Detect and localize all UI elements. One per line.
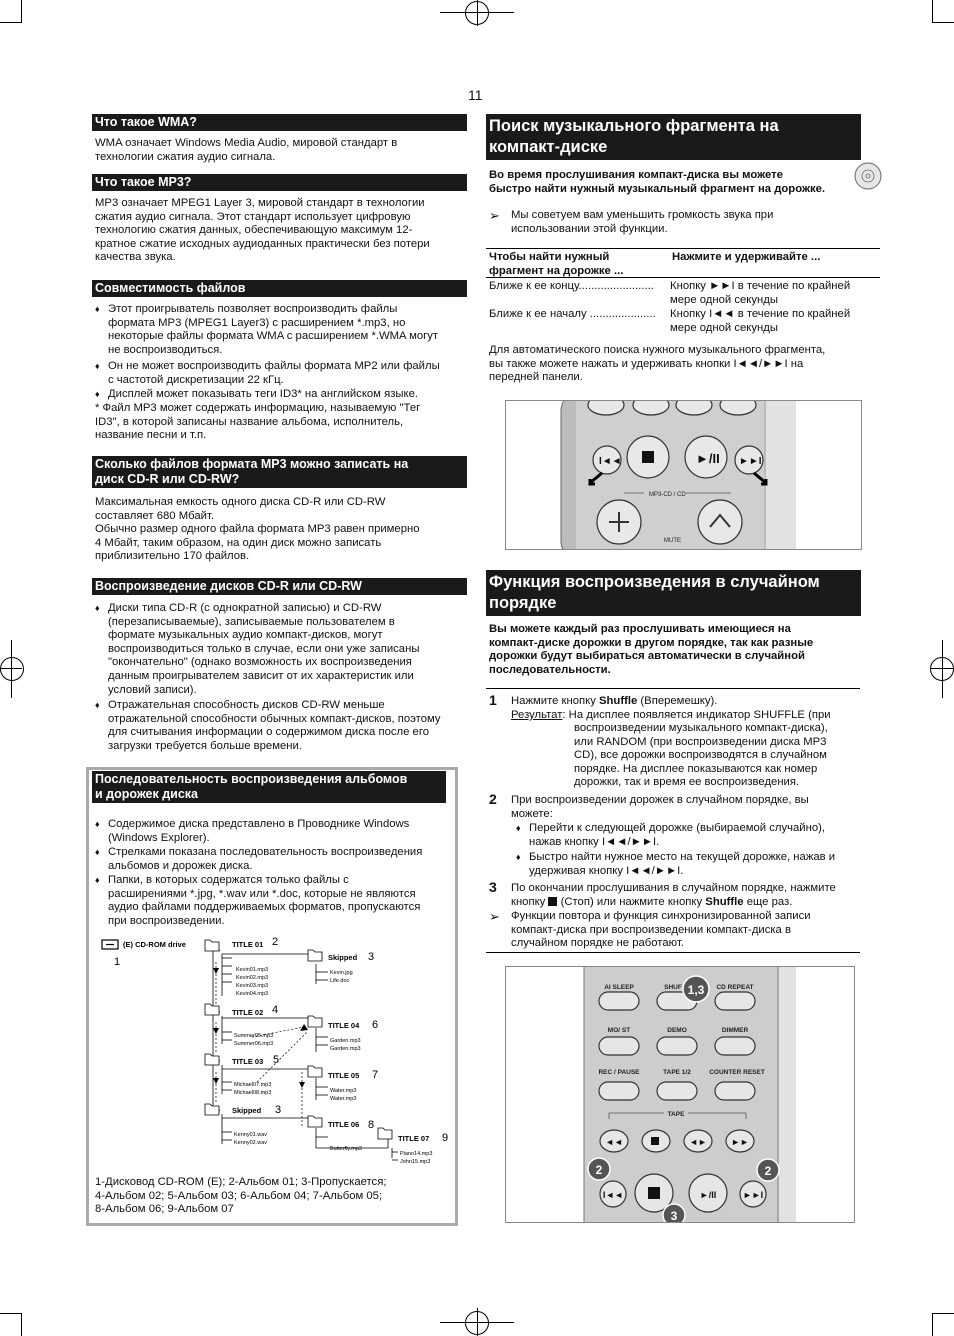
text-line: ♦ Отражательная способность дисков CD-RW меньше bbox=[108, 699, 385, 711]
crop-mark bbox=[932, 1313, 954, 1314]
remote-label: CD REPEAT bbox=[716, 984, 754, 991]
remote-label: DIMMER bbox=[721, 1027, 749, 1034]
text-line: компакт-диска при воспроизведении компакт-диска в bbox=[511, 923, 791, 936]
text-line: ♦ Содержимое диска представлено в Проводнике Windows bbox=[108, 818, 410, 830]
text-line: (перезаписываемые), записываемые пользователем в bbox=[108, 615, 395, 628]
remote-label: DEMO bbox=[667, 1027, 687, 1034]
tree-file: Butterfly.mp3 bbox=[330, 1146, 362, 1152]
step-number: 3 bbox=[489, 879, 497, 895]
wma-text bbox=[95, 137, 397, 164]
search-table-col1-header bbox=[489, 251, 623, 278]
text-line: При воспроизведении дорожек в случайном порядке, вы bbox=[511, 794, 809, 806]
text-line: удерживая кнопку I◄◄/►►I. bbox=[529, 864, 684, 877]
text-line: аудио файлами поддерживаемых форматов, пропускаются bbox=[108, 901, 421, 914]
compat-heading: Совместимость файлов bbox=[92, 280, 467, 297]
text-line: Вы можете каждый раз прослушивать имеющиеся на bbox=[489, 623, 791, 635]
tree-number: 2 bbox=[272, 936, 279, 948]
text-line: отражательной способности обычных компакт-дисков, поэтому bbox=[108, 712, 441, 725]
text-line: ♦ Папки, в которых содержатся только файлы с bbox=[108, 874, 349, 886]
sequence-caption bbox=[95, 1176, 386, 1217]
text-line: воспроизводиться только в случае, если они уже записаны bbox=[108, 642, 420, 655]
text-line: порядке. На дисплее показываются как номер bbox=[574, 762, 818, 775]
search-table-col2-header: Нажмите и удерживайте ... bbox=[672, 251, 821, 263]
crop-mark bbox=[0, 22, 22, 23]
text-run: кнопку bbox=[511, 895, 549, 908]
text-line: при воспроизведении. bbox=[108, 914, 225, 927]
text-line: 1-Дисковод CD-ROM (E); 2-Альбом 01; 3-Пропускается; bbox=[95, 1176, 387, 1188]
crop-mark bbox=[942, 640, 943, 698]
tree-number: 7 bbox=[372, 1069, 379, 1081]
tree-file: Piano14.mp3 bbox=[400, 1151, 433, 1157]
text-line: Кнопку I◄◄ в течение по крайней bbox=[670, 308, 851, 320]
section-rule bbox=[486, 688, 860, 689]
sequence-bullet-2 bbox=[95, 846, 447, 873]
compat-bullet-1 bbox=[95, 303, 467, 357]
text-line: альбомов и дорожек диска. bbox=[108, 859, 253, 872]
step-badge: 2 bbox=[764, 1164, 772, 1178]
tree-folder-label: TITLE 04 bbox=[328, 1021, 360, 1030]
crop-mark bbox=[0, 1313, 22, 1314]
compat-bullet-2 bbox=[95, 360, 467, 387]
text-line: * Файл MP3 может содержать информацию, называемую "Тег bbox=[95, 402, 421, 414]
step-badge: 3 bbox=[670, 1209, 678, 1222]
tree-folder-label: Skipped bbox=[232, 1106, 262, 1115]
text-line: CD), все дорожки воспроизводятся в случайном bbox=[574, 749, 827, 762]
text-run: еще раз. bbox=[743, 895, 793, 908]
tree-file: Kevin.jpg bbox=[330, 970, 353, 976]
cdr-bullet-2 bbox=[95, 699, 467, 753]
step-badge: 2 bbox=[595, 1163, 603, 1177]
text-line: условий записи). bbox=[108, 683, 197, 696]
mp3-heading: Что такое MP3? bbox=[92, 174, 467, 191]
random-tip bbox=[511, 910, 811, 951]
step-number: 1 bbox=[489, 692, 497, 708]
tree-file: Summer05.mp3 bbox=[234, 1033, 274, 1039]
text-line: название песни и т.п. bbox=[95, 429, 207, 442]
tree-file: John15.mp3 bbox=[400, 1159, 431, 1165]
remote-label: TAPE bbox=[667, 1111, 685, 1118]
sequence-bullet-3 bbox=[95, 874, 447, 928]
text-line: формата MP3 (MPEG1 Layer3) с расширением *.mp3, но bbox=[108, 316, 406, 329]
tree-folder-label: TITLE 06 bbox=[328, 1120, 360, 1129]
tree-number: 3 bbox=[275, 1104, 282, 1116]
svg-text:►►: ►► bbox=[731, 1137, 749, 1147]
tree-file: Kevin03.mp3 bbox=[236, 983, 269, 989]
text-line: составляет 680 Мбайт. bbox=[95, 509, 214, 522]
text-line: дорожки, так и время ее воспроизведения. bbox=[574, 776, 800, 789]
text-line bbox=[511, 896, 836, 910]
random-intro bbox=[489, 623, 813, 677]
text-line: фрагмент на дорожке ... bbox=[489, 264, 624, 277]
heading-line: Сколько файлов формата MP3 можно записать на bbox=[95, 457, 409, 471]
text-line: "окончательно" (однако возможность их воспроизведения bbox=[108, 656, 412, 669]
tree-file: Kevin04.mp3 bbox=[236, 991, 269, 997]
tree-file: Kenny02.wav bbox=[234, 1140, 268, 1146]
tree-folder-label: TITLE 02 bbox=[232, 1008, 264, 1017]
svg-text:I◄◄: I◄◄ bbox=[599, 456, 622, 467]
text-line: сжатия аудио сигнала. Этот стандарт использует цифровую bbox=[95, 210, 411, 223]
text-line: качества звука. bbox=[95, 251, 176, 264]
search-table-row1-left: Ближе к ее концу........................ bbox=[489, 280, 654, 292]
text-line: Максимальная емкость одного диска CD-R или CD-RW bbox=[95, 496, 386, 508]
howmany-text bbox=[95, 496, 420, 564]
remote-label: MO/ ST bbox=[607, 1027, 631, 1034]
heading-line: диск CD-R или CD-RW? bbox=[95, 472, 240, 486]
text-line: ♦ Диски типа CD-R (с однократной записью) и CD-RW bbox=[108, 602, 382, 614]
tree-folder-label: TITLE 07 bbox=[398, 1134, 430, 1143]
text-line: нажав кнопку I◄◄/►►I. bbox=[529, 835, 660, 848]
text-line: с частотой дискретизации 22 кГц. bbox=[108, 373, 284, 386]
howmany-heading bbox=[92, 456, 467, 488]
tree-number: 5 bbox=[273, 1054, 280, 1066]
text-line: передней панели. bbox=[489, 371, 583, 384]
tree-folder-label: Skipped bbox=[328, 953, 358, 962]
text-line: компакт-диске дорожки в другом порядке, так как разные bbox=[489, 636, 814, 649]
sequence-bullet-1 bbox=[95, 818, 447, 845]
text-run: Нажмите кнопку bbox=[511, 695, 599, 707]
text-line: некоторые файлы формата WMA с расширением *.WMA могут bbox=[108, 330, 439, 343]
cdr-heading: Воспроизведение дисков CD-R или CD-RW bbox=[92, 578, 467, 595]
text-line: для считывания информации о содержимом диска после его bbox=[108, 726, 429, 739]
text-line: Чтобы найти нужный bbox=[489, 251, 610, 263]
remote-label: SHUF bbox=[664, 984, 682, 991]
compat-bullet-3 bbox=[95, 388, 467, 402]
step-2-bullet-2 bbox=[516, 851, 861, 878]
step-3-text bbox=[511, 882, 836, 909]
heading-line: Поиск музыкального фрагмента на bbox=[489, 117, 779, 135]
tree-folder-label: TITLE 01 bbox=[232, 940, 264, 949]
text-line: можете: bbox=[511, 807, 553, 820]
text-line: воспроизведении музыкального компакт-диска), bbox=[574, 722, 828, 734]
tree-file: Garden.mp3 bbox=[330, 1038, 361, 1044]
text-line: ♦ Перейти к следующей дорожке (выбираемой случайно), bbox=[529, 822, 826, 834]
remote-mute-label: MUTE bbox=[664, 538, 681, 544]
tree-number: 3 bbox=[368, 951, 375, 963]
text-line: 4 Мбайт, таким образом, на один диск можно записать bbox=[95, 536, 382, 549]
text-line: мере одной секунды bbox=[670, 321, 778, 334]
sequence-heading bbox=[92, 771, 446, 803]
text-line: 8-Альбом 06; 9-Альбом 07 bbox=[95, 1203, 234, 1216]
step-badge: 1,3 bbox=[687, 983, 705, 997]
tree-number: 8 bbox=[368, 1119, 375, 1131]
svg-text:►/II: ►/II bbox=[699, 1190, 717, 1200]
search-table-row2-right bbox=[670, 308, 850, 335]
text-line: Обычно размер одного файла формата MP3 равен примерно bbox=[95, 523, 420, 536]
text-line: ♦ Быстро найти нужное место на текущей дорожке, нажав и bbox=[529, 851, 836, 863]
page-number: 11 bbox=[468, 87, 483, 103]
tree-file: Life.doc bbox=[330, 978, 350, 984]
text-line: не воспроизводиться. bbox=[108, 343, 223, 356]
text-line: WMA означает Windows Media Audio, мировой стандарт в bbox=[95, 137, 398, 149]
step-2-text bbox=[511, 794, 809, 821]
text-line: MP3 означает MPEG1 Layer 3, мировой стандарт в технологии bbox=[95, 197, 425, 209]
svg-text:I◄◄: I◄◄ bbox=[602, 1190, 624, 1200]
text-line: ♦ Стрелками показана последовательность воспроизведения bbox=[108, 846, 423, 858]
text-line: ID3", в которой записаны название альбома, исполнитель, bbox=[95, 415, 404, 428]
heading-line: компакт-диске bbox=[489, 138, 608, 156]
tip-arrow-icon: ➢ bbox=[489, 208, 500, 223]
tree-number: 1 bbox=[114, 956, 121, 968]
text-line: последовательности. bbox=[489, 663, 611, 676]
text-line: загрузки требуется больше времени. bbox=[108, 739, 302, 752]
heading-line: порядке bbox=[489, 594, 557, 612]
search-tip bbox=[511, 209, 773, 236]
search-table-row1-right bbox=[670, 280, 850, 307]
text-run: Shuffle bbox=[598, 695, 638, 707]
tree-file: Michael08.mp3 bbox=[234, 1090, 272, 1096]
heading-line: Функция воспроизведения в случайном bbox=[489, 573, 820, 591]
svg-text:◄►: ◄► bbox=[689, 1137, 707, 1147]
tree-file: Michael07.mp3 bbox=[234, 1082, 272, 1088]
remote-mp3cd-label: MP3-CD / CD bbox=[649, 492, 686, 498]
remote-label: COUNTER RESET bbox=[709, 1069, 765, 1076]
text-line: быстро найти нужный музыкальный фрагмент на дорожке. bbox=[489, 182, 826, 195]
text-line: ♦ Этот проигрыватель позволяет воспроизводить файлы bbox=[108, 303, 398, 315]
text-line: По окончании прослушивания в случайном порядке, нажмите bbox=[511, 882, 836, 894]
text-line: ♦ Дисплей может показывать теги ID3* на английском языке. bbox=[108, 388, 418, 400]
tree-file: Summer06.mp3 bbox=[234, 1041, 274, 1047]
search-auto-text bbox=[489, 344, 825, 385]
text-line: использовании этой функции. bbox=[511, 222, 668, 235]
text-run: Shuffle bbox=[705, 895, 744, 908]
text-line: кратное сжатие исходных аудиоданных практически без потери bbox=[95, 237, 430, 250]
step-1-result-label bbox=[511, 709, 831, 723]
remote-illustration-search bbox=[505, 400, 862, 550]
step-2-bullet-1 bbox=[516, 822, 861, 849]
text-run: : На дисплее появляется индикатор SHUFFLE (при bbox=[562, 709, 831, 721]
crop-mark bbox=[21, 0, 22, 22]
text-line: ♦ Он не может воспроизводить файлы формата MP2 или файлы bbox=[108, 360, 440, 372]
text-line: технологию сжатия данных, обеспечивающую максимум 12- bbox=[95, 224, 413, 237]
search-intro bbox=[489, 169, 825, 196]
svg-text:◄◄: ◄◄ bbox=[605, 1137, 623, 1147]
cdr-bullet-1 bbox=[95, 602, 467, 697]
text-line: Кнопку ►►I в течение по крайней bbox=[670, 280, 851, 292]
tree-drive-label: (E) CD-ROM drive bbox=[123, 940, 186, 949]
tree-folder-label: TITLE 05 bbox=[328, 1071, 360, 1080]
tree-file: Kevin01.mp3 bbox=[236, 967, 269, 973]
crop-mark bbox=[932, 0, 933, 22]
remote-label: TAPE 1/2 bbox=[663, 1069, 691, 1076]
tree-file: Water.mp3 bbox=[330, 1096, 357, 1102]
registration-mark bbox=[0, 657, 24, 681]
text-line: (Windows Explorer). bbox=[108, 831, 210, 844]
crop-mark bbox=[932, 22, 954, 23]
section-rule bbox=[486, 952, 860, 953]
cd-disc-icon bbox=[853, 161, 883, 191]
text-line: 4-Альбом 02; 5-Альбом 03; 6-Альбом 04; 7-Альбом 05; bbox=[95, 1189, 383, 1202]
heading-line: и дорожек диска bbox=[95, 787, 198, 801]
text-line: технологии сжатия аудио сигнала. bbox=[95, 150, 276, 163]
table-rule bbox=[486, 277, 880, 278]
svg-text:►►I: ►►I bbox=[742, 1190, 764, 1200]
tree-file: Garden.mp3 bbox=[330, 1046, 361, 1052]
remote-label: REC / PAUSE bbox=[598, 1069, 640, 1076]
heading-line: Последовательность воспроизведения альбомов bbox=[95, 772, 408, 786]
crop-mark bbox=[477, 0, 478, 26]
folder-tree-diagram bbox=[92, 932, 448, 1172]
text-line: дорожки будут выбираться автоматически в случайной bbox=[489, 650, 805, 663]
svg-text:►►I: ►►I bbox=[739, 456, 762, 467]
text-run: (Стоп) или нажмите кнопку bbox=[557, 895, 706, 908]
text-run: (Вперемешку). bbox=[637, 695, 718, 707]
mp3-text bbox=[95, 197, 430, 265]
tree-number: 4 bbox=[272, 1004, 279, 1016]
text-line: вы также можете нажать и удерживать кнопки I◄◄/►►I на bbox=[489, 357, 804, 370]
crop-mark bbox=[21, 1314, 22, 1336]
table-rule bbox=[486, 248, 880, 249]
text-line: данным проигрывателем зависит от их характеристик или bbox=[108, 669, 414, 682]
search-heading bbox=[486, 114, 861, 160]
tree-file: Water.mp3 bbox=[330, 1088, 357, 1094]
compat-note bbox=[95, 402, 420, 443]
search-table-row2-left: Ближе к ее началу ..................... bbox=[489, 308, 656, 320]
text-line: Для автоматического поиска нужного музыкального фрагмента, bbox=[489, 344, 826, 356]
random-heading bbox=[486, 570, 861, 616]
crop-mark bbox=[932, 1314, 933, 1336]
text-line: расширениями *.jpg, *.wav или *.doc, которые не являются bbox=[108, 887, 416, 900]
text-line: Во время прослушивания компакт-диска вы можете bbox=[489, 169, 783, 181]
tree-file: Kevin02.mp3 bbox=[236, 975, 269, 981]
remote-label: AI SLEEP bbox=[604, 984, 634, 991]
text-run: Результат bbox=[511, 709, 563, 721]
tree-folder-label: TITLE 03 bbox=[232, 1057, 264, 1066]
svg-text:►/II: ►/II bbox=[696, 451, 720, 466]
tip-arrow-icon: ➢ bbox=[489, 909, 500, 924]
wma-heading: Что такое WMA? bbox=[92, 114, 467, 131]
crop-mark bbox=[477, 1308, 478, 1336]
text-line: приблизительно 170 файлов. bbox=[95, 550, 250, 563]
step-1-result bbox=[574, 722, 828, 790]
text-line: Мы советуем вам уменьшить громкость звука при bbox=[511, 209, 774, 221]
text-line: или RANDOM (при воспроизведении диска MP3 bbox=[574, 735, 827, 748]
text-line: мере одной секунды bbox=[670, 293, 778, 306]
tree-file: Kenny01.wav bbox=[234, 1132, 268, 1138]
step-number: 2 bbox=[489, 791, 497, 807]
tree-number: 9 bbox=[442, 1132, 448, 1144]
text-line: Функции повтора и функция синхронизированной записи bbox=[511, 910, 811, 922]
step-1-text bbox=[511, 695, 717, 709]
crop-mark bbox=[11, 640, 12, 698]
remote-illustration-shuffle bbox=[505, 966, 855, 1223]
text-line: случайном порядке не работают. bbox=[511, 937, 684, 950]
tree-number: 6 bbox=[372, 1019, 379, 1031]
text-line: формате музыкальных аудио компакт-дисков, могут bbox=[108, 629, 383, 642]
